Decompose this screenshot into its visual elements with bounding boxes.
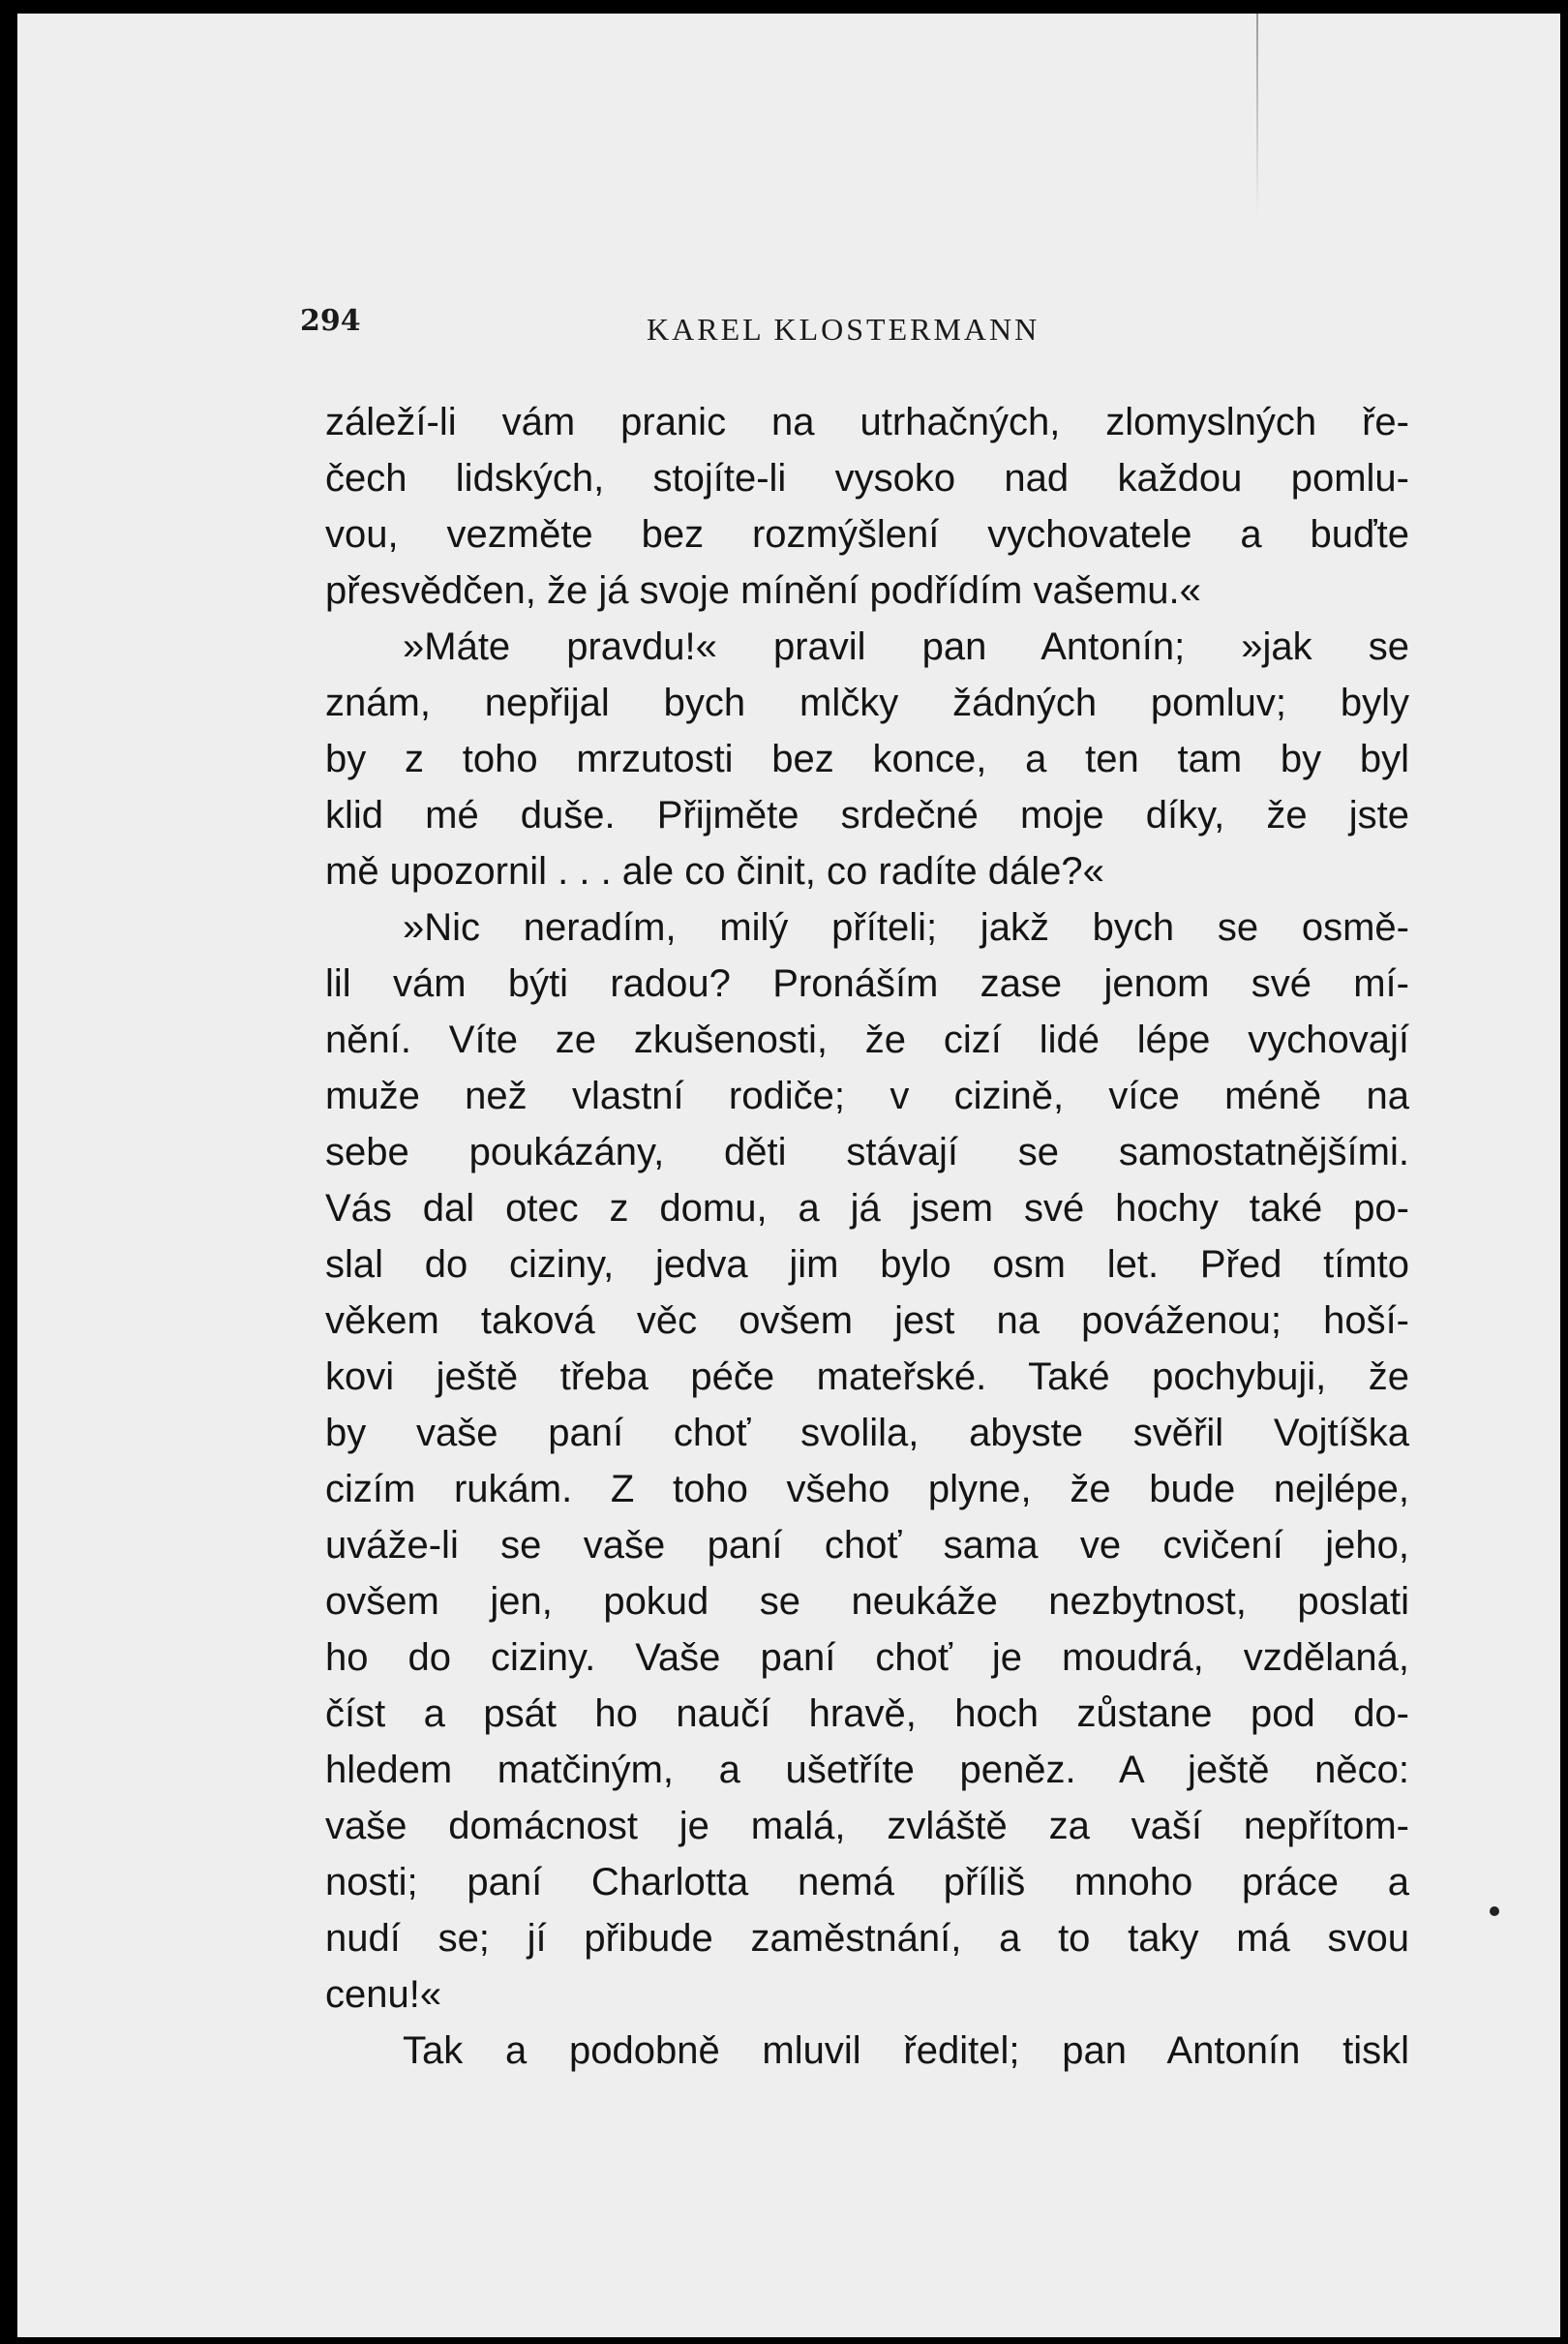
- text-line: klid mé duše. Přijměte srdečné moje díky, že jste: [325, 794, 1409, 837]
- page-crease: [1256, 14, 1258, 217]
- text-line: by z toho mrzutosti bez konce, a ten tam by byl: [325, 738, 1409, 780]
- text-line: cizím rukám. Z toho všeho plyne, že bude nejlépe,: [325, 1468, 1409, 1510]
- text-line: muže než vlastní rodiče; v cizině, více méně na: [325, 1075, 1409, 1117]
- text-line: »Máte pravdu!« pravil pan Antonín; »jak se: [403, 625, 1409, 668]
- text-line: znám, nepřijal bych mlčky žádných pomluv; byly: [325, 682, 1409, 724]
- text-line: věkem taková věc ovšem jest na pováženou; hoší-: [325, 1299, 1409, 1342]
- text-line: čech lidských, stojíte-li vysoko nad každou pomlu-: [325, 457, 1409, 500]
- text-line: lil vám býti radou? Pronáším zase jenom své mí-: [325, 962, 1409, 1005]
- text-line: kovi ještě třeba péče mateřské. Také pochybuji, že: [325, 1355, 1409, 1398]
- text-line: ho do ciziny. Vaše paní choť je moudrá, vzdělaná,: [325, 1636, 1409, 1679]
- text-line: by vaše paní choť svolila, abyste svěřil Vojtíška: [325, 1412, 1409, 1454]
- text-line: vaše domácnost je malá, zvláště za vaší nepřítom-: [325, 1805, 1409, 1847]
- book-page: [17, 14, 1560, 2337]
- text-line: mě upozornil . . . ale co činit, co radíte dále?«: [325, 850, 1104, 893]
- text-line: sebe poukázány, děti stávají se samostatnějšími.: [325, 1131, 1409, 1173]
- text-line: ovšem jen, pokud se neukáže nezbytnost, poslati: [325, 1580, 1409, 1623]
- text-line: číst a psát ho naučí hravě, hoch zůstane pod do-: [325, 1692, 1409, 1735]
- text-line: nění. Víte ze zkušenosti, že cizí lidé lépe vychovají: [325, 1019, 1409, 1061]
- text-line: cenu!«: [325, 1973, 442, 2016]
- text-line: hledem matčiným, a ušetříte peněz. A ještě něco:: [325, 1749, 1409, 1791]
- text-line: nudí se; jí přibude zaměstnání, a to taky má svou: [325, 1917, 1409, 1960]
- text-line: vou, vezměte bez rozmýšlení vychovatele a buďte: [325, 513, 1409, 556]
- text-line: přesvědčen, že já svoje mínění podřídím vašemu.«: [325, 569, 1201, 612]
- text-line: nosti; paní Charlotta nemá příliš mnoho práce a: [325, 1861, 1409, 1903]
- text-line: Vás dal otec z domu, a já jsem své hochy také po-: [325, 1187, 1409, 1230]
- body-text: [325, 394, 1409, 2079]
- text-line: záleží-li vám pranic na utrhačných, zlomyslných ře-: [325, 401, 1409, 443]
- running-title: KAREL KLOSTERMANN: [647, 312, 1040, 347]
- page-number: 294: [300, 304, 361, 338]
- ink-speck: [1490, 1906, 1499, 1916]
- text-line: Tak a podobně mluvil ředitel; pan Antonín tiskl: [403, 2029, 1409, 2072]
- text-line: »Nic neradím, milý příteli; jakž bych se osmě-: [403, 906, 1409, 949]
- text-line: slal do ciziny, jedva jim bylo osm let. Před tímto: [325, 1243, 1409, 1286]
- text-line: uváže-li se vaše paní choť sama ve cvičení jeho,: [325, 1524, 1409, 1567]
